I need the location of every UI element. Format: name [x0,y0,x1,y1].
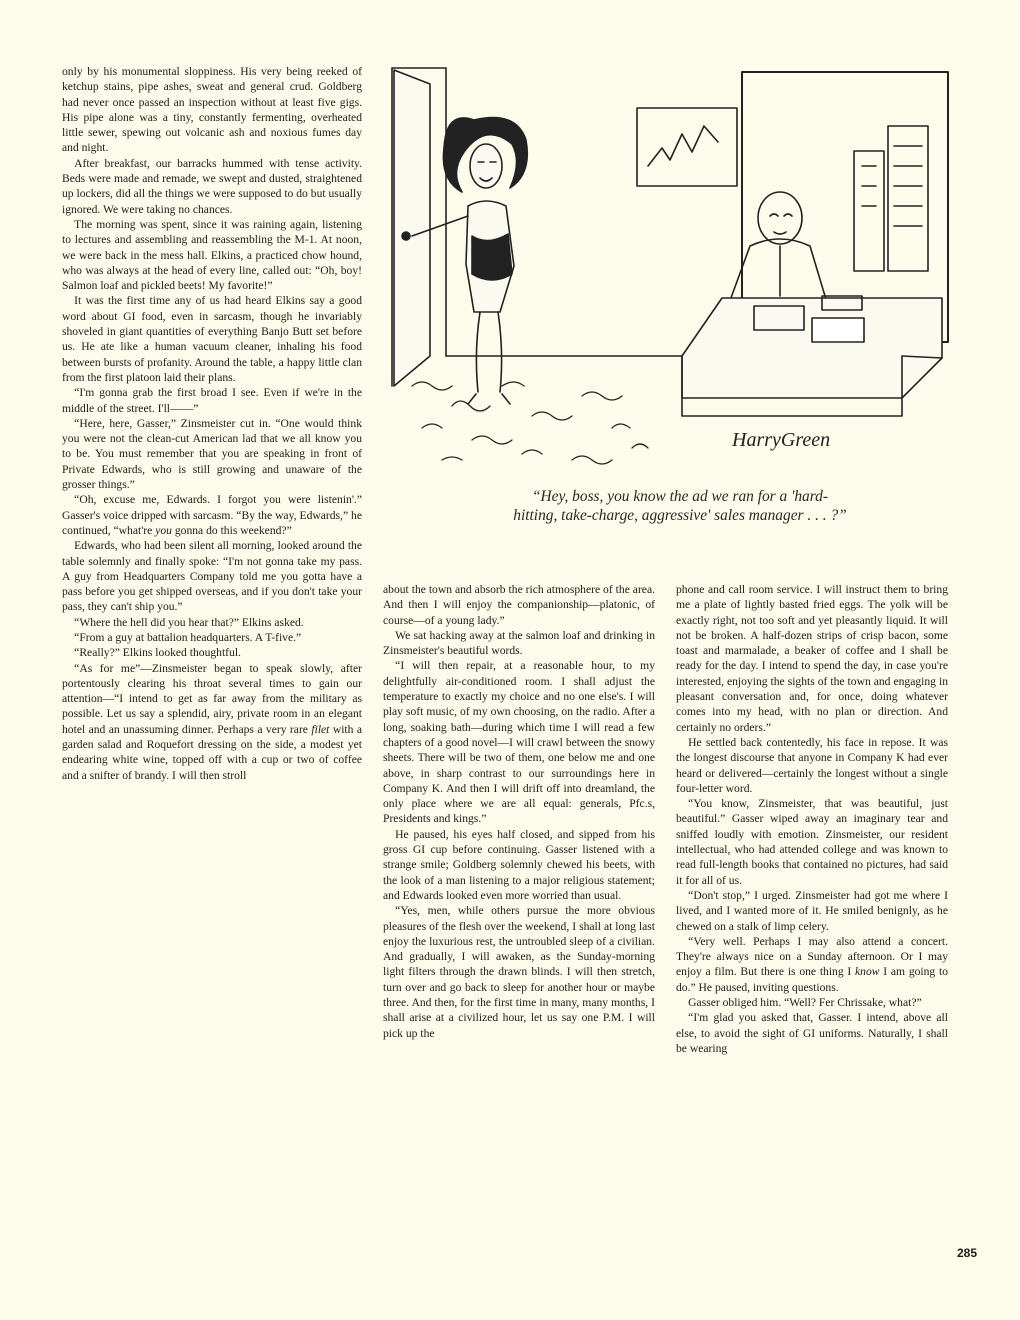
paragraph: “Where the hell did you hear that?” Elkins asked. [74,615,304,629]
paragraph: phone and call room service. I will instruct them to bring me a plate of lightly basted fried eggs. The yolk will be exactly right, not too soft and yet pleasantly liquid. It will not be broken. A half-dozen strips of crisp bacon, some toast and marmalade, a beaker of coffee and I shall be ready for the day. I intend to spend the day, in case you're interested, enjoying the sights of the town and engaging in pleasant conversation and, for once, doing whatever comes into my head, with no plan or direction. And certainly no orders.” [676,583,948,734]
desk [682,298,942,398]
cartoon-illustration [382,56,972,486]
paragraph: He settled back contentedly, his face in repose. It was the longest discourse that anyone in Company K had ever heard or delivered—certainly the longest without a single four-letter word. [676,735,948,795]
article-column-2 [383,582,655,1041]
paragraph: “I will then repair, at a reasonable hour, to my delightfully air-conditioned room. I shall adjust the temperature to exactly my choice and no one else's. I will play soft music, of my own choosing, on the radio. After a long, soaking bath—during which time I will read a few chapters of a good novel—I will crawl between the snowy sheets. There will be two of them, one below me and one above, in sharp contrast to our surroundings here in Company K. And then I will drift off into dreamland, the only place where we are all equal: generals, Pfc.s, Presidents and kings.” [383,659,655,826]
article-column-1 [62,64,362,783]
desk-paper [812,318,864,342]
paragraph: only by his monumental sloppiness. His very being reeked of ketchup stains, pipe ashes, sweat and general crud. Goldberg had never once passed an inspection without at least five gigs. His pipe alone was a tiny, constantly fermenting, overheated little sewer, spewing out volcanic ash and noxious fumes day and night. [62,65,362,155]
paragraph: “Here, here, Gasser,” Zinsmeister cut in. “One would think you were not the clean-cut American lad that we all know you to be. You must remember that you are speaking in front of Private Edwards, who is still growing and unaware of the grosser things.” [62,416,362,492]
paragraph: about the town and absorb the rich atmosphere of the area. And then I will enjoy the companionship—platonic, of course—of a young lady.” [383,583,655,627]
paragraph: Gasser obliged him. “Well? Fer Chrissake, what?” [688,996,922,1010]
paragraph: “Don't stop,” I urged. Zinsmeister had got me where I lived, and I wanted more of it. He smiled benignly, as he chewed on a stalk of limp celery. [676,888,948,933]
paragraph: “Really?” Elkins looked thoughtful. [74,646,241,660]
paragraph: “As for me”—Zinsmeister began to speak slowly, after portentously clearing his throat several times to gain our attention—“I intend to get as far away from the military as possible. Let us say a splendid, airy, private room in an elegant hotel and an unassuming dinner. Perhaps a very rare filet with a garden salad and Roquefort dressing on the side, a modest yet endearing white wine, topped off with a cup or two of coffee and a snifter of brandy. I will then stroll [62,661,363,782]
paragraph: After breakfast, our barracks hummed with tense activity. Beds were made and remade, we swept and dusted, straightened up lockers, did all the things we were supposed to do but usually ignored. We were taking no chances. [62,156,362,216]
door-knob [402,232,410,240]
patterned-rug [412,382,648,464]
boss-head [758,192,802,244]
paragraph: “Very well. Perhaps I may also attend a concert. They're always nice on a Sunday afternoon. Or I may enjoy a film. But there is one thing I know I am going to do.” He paused, inviting questions. [676,934,948,994]
paragraph: Edwards, who had been silent all morning, looked around the table solemnly and finally spoke: “I'm not gonna take my pass. A guy from Headquarters Company told me you gotta have a pass before you get shipped overseas, and if you don't take your pass, they can't ship you.” [62,539,362,614]
open-door [394,70,430,386]
paragraph: “Oh, excuse me, Edwards. I forgot you were listenin'.” Gasser's voice dripped with sarcasm. “By the way, Edwards,” he continued, “what're you gonna do this weekend?” [62,493,362,537]
page-number: 285 [957,1246,978,1260]
paragraph: “Yes, men, while others pursue the more obvious pleasures of the flesh over the weekend, I shall at long last enjoy the luxurious rest, the untroubled sleep of a civilian. And gradually, I will awaken, as the Sunday-morning light filters through the drawn blinds. I will then stretch, turn over and go back to sleep for another hour or maybe three. And then, for the first time in many, many months, I shall arise at a civilized hour, let us say one P.M. I will pick up the [383,904,655,1040]
framed-graph [637,108,737,186]
paragraph: It was the first time any of us had heard Elkins say a good word about GI food, even in sarcasm, though he invariably shoveled in giant quantities of everything Banjo Butt set before us. He ate like a human vacuum cleaner, inhaling his food between bursts of profanity. Around the table, a happy little clan from the first platoon laid their plans. [62,294,362,384]
caption-line-1: “Hey, boss, you know the ad we ran for a 'hard- [532,488,828,505]
cartoonist-signature: HarryGreen [732,429,831,451]
paragraph: “From a guy at battalion headquarters. A T-five.” [74,630,302,644]
paragraph: “I'm glad you asked that, Gasser. I intend, above all else, to avoid the sight of GI uniforms. Naturally, I shall be wearing [676,1011,948,1055]
paragraph: “I'm gonna grab the first broad I see. Even if we're in the middle of the street. I'll——” [62,386,362,415]
caption-line-2: hitting, take-charge, aggressive' sales manager . . . ?” [513,507,847,524]
paragraph: The morning was spent, since it was raining again, listening to lectures and assembling and reassembling the M-1. At noon, we were back in the mess hall. Elkins, a practiced chow hound, who was always at the head of every line, called out: “Oh, boy! Salmon loaf and pickled beets! My favorite!” [62,217,362,293]
article-column-3 [676,582,948,1056]
paragraph: He paused, his eyes half closed, and sipped from his gross GI cup before continuing. Gasser listened with a strange smile; Goldberg solemnly chewed his beets, with the look of a man listening to a major religious statement; and Edwards looked even more worried than usual. [383,827,655,902]
cartoon-caption [420,487,940,525]
paragraph: We sat hacking away at the salmon loaf and drinking in Zinsmeister's beautiful words. [383,628,655,658]
paragraph: “You know, Zinsmeister, that was beautiful, just beautiful.” Gasser wiped away an imaginary tear and sniffed loudly with emotion. Zinsmeister, our resident intellectual, who had attended college and was known to read full-length books that contained no pictures, had said it for all of us. [676,797,948,887]
